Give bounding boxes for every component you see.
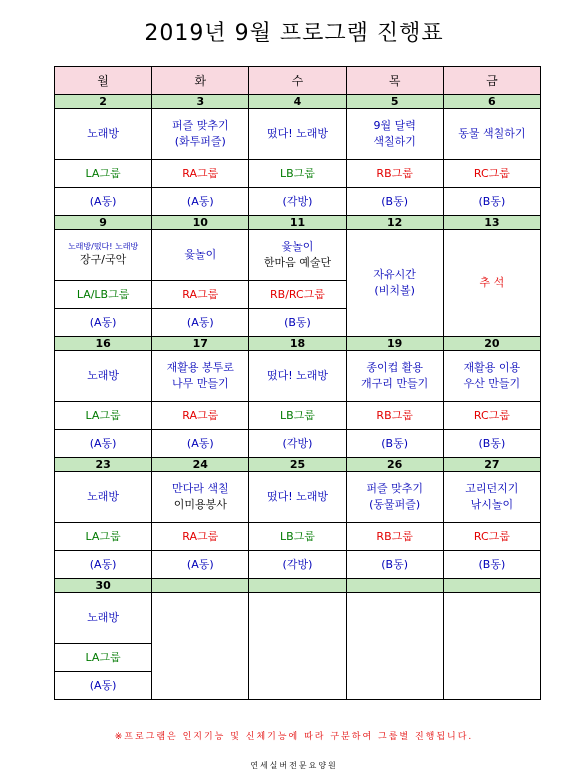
building-cell: (B동) — [249, 309, 346, 337]
activity-text: 고리던지기 — [465, 482, 519, 495]
activity-cell — [152, 351, 249, 402]
empty-cell — [443, 593, 540, 700]
empty-cell — [346, 593, 443, 700]
date-cell: 24 — [152, 458, 249, 472]
date-cell: 30 — [55, 579, 152, 593]
building-cell: (B동) — [443, 551, 540, 579]
weekday-tue: 화 — [152, 67, 249, 95]
activity-text: 색칠하기 — [373, 135, 416, 148]
activity-text: 노래방/떴다! 노래방 — [67, 242, 139, 251]
activity-text: 노래방 — [87, 490, 120, 503]
date-cell: 13 — [443, 216, 540, 230]
activity-cell — [249, 109, 346, 160]
activity-cell — [346, 472, 443, 523]
activity-cell — [152, 472, 249, 523]
activity-row — [55, 472, 541, 523]
activity-cell — [443, 109, 540, 160]
building-cell: (B동) — [346, 551, 443, 579]
weekday-thu: 목 — [346, 67, 443, 95]
activity-cell — [443, 351, 540, 402]
date-cell: 2 — [55, 95, 152, 109]
activity-text: 낚시놀이 — [470, 498, 514, 511]
activity-cell — [55, 109, 152, 160]
group-cell: LA그룹 — [55, 523, 152, 551]
building-cell: (A동) — [55, 672, 152, 700]
activity-text: 동물 색칠하기 — [458, 127, 526, 140]
date-cell: 23 — [55, 458, 152, 472]
date-cell: 12 — [346, 216, 443, 230]
date-cell — [152, 579, 249, 593]
empty-cell — [249, 593, 346, 700]
activity-text: 윷놀이 — [281, 240, 314, 253]
activity-text: 노래방 — [87, 611, 120, 624]
group-row — [55, 402, 541, 430]
activity-text: 종이컵 활용 — [366, 361, 423, 374]
building-cell: (B동) — [443, 188, 540, 216]
activity-text: 퍼즐 맞추기 — [366, 482, 423, 495]
building-cell: (B동) — [443, 430, 540, 458]
building-cell: (B동) — [346, 188, 443, 216]
empty-cell — [152, 593, 249, 700]
activity-cell — [55, 351, 152, 402]
activity-row — [55, 593, 541, 644]
group-cell: RC그룹 — [443, 402, 540, 430]
activity-cell — [249, 472, 346, 523]
group-cell: LA그룹 — [55, 402, 152, 430]
group-cell: RB그룹 — [346, 523, 443, 551]
activity-cell — [55, 593, 152, 644]
activity-text: (동물퍼즐) — [369, 498, 421, 511]
activity-text: 우산 만들기 — [463, 377, 521, 390]
date-row — [55, 337, 541, 351]
date-cell: 27 — [443, 458, 540, 472]
group-cell: LB그룹 — [249, 402, 346, 430]
activity-cell — [152, 230, 249, 281]
group-cell: LA그룹 — [55, 160, 152, 188]
activity-cell — [55, 230, 152, 281]
date-cell: 19 — [346, 337, 443, 351]
date-cell: 5 — [346, 95, 443, 109]
group-cell: LB그룹 — [249, 523, 346, 551]
building-cell: (A동) — [55, 188, 152, 216]
activity-cell — [152, 109, 249, 160]
weekday-wed: 수 — [249, 67, 346, 95]
activity-text: 재활용 이용 — [463, 361, 521, 374]
activity-text: (화투퍼즐) — [174, 135, 226, 148]
group-cell: LA그룹 — [55, 644, 152, 672]
date-cell: 17 — [152, 337, 249, 351]
activity-text: 나무 만들기 — [171, 377, 229, 390]
group-cell: RB그룹 — [346, 402, 443, 430]
activity-text: 추 석 — [479, 276, 505, 289]
group-cell: RA그룹 — [152, 402, 249, 430]
activity-text: 개구리 만들기 — [361, 377, 429, 390]
group-row — [55, 523, 541, 551]
activity-text: 떴다! 노래방 — [266, 127, 328, 140]
group-cell: RB그룹 — [346, 160, 443, 188]
activity-cell — [249, 351, 346, 402]
group-cell: LB그룹 — [249, 160, 346, 188]
group-cell: RB/RC그룹 — [249, 281, 346, 309]
activity-text: 한마음 예술단 — [263, 256, 332, 269]
date-cell: 3 — [152, 95, 249, 109]
activity-cell — [346, 351, 443, 402]
date-cell: 20 — [443, 337, 540, 351]
date-cell: 11 — [249, 216, 346, 230]
activity-text: 윷놀이 — [184, 248, 217, 261]
date-row — [55, 216, 541, 230]
date-cell — [346, 579, 443, 593]
activity-text: 퍼즐 맞추기 — [171, 119, 229, 132]
building-cell: (A동) — [152, 188, 249, 216]
activity-text: 재활용 봉투로 — [166, 361, 234, 374]
date-cell: 10 — [152, 216, 249, 230]
date-cell: 9 — [55, 216, 152, 230]
activity-cell — [55, 472, 152, 523]
building-cell: (A동) — [55, 430, 152, 458]
activity-text: 자유시간 — [373, 268, 416, 281]
activity-text: 떴다! 노래방 — [266, 369, 328, 382]
group-cell: RA그룹 — [152, 523, 249, 551]
date-row — [55, 579, 541, 593]
activity-text: 노래방 — [87, 127, 120, 140]
building-cell: (A동) — [152, 309, 249, 337]
group-row — [55, 160, 541, 188]
activity-text: (비치볼) — [374, 284, 415, 297]
activity-text: 9월 달력 — [373, 119, 416, 132]
building-cell: (A동) — [152, 430, 249, 458]
building-cell: (각방) — [249, 551, 346, 579]
weekday-fri: 금 — [443, 67, 540, 95]
building-cell: (A동) — [55, 551, 152, 579]
date-row — [55, 95, 541, 109]
activity-text: 이미용봉사 — [173, 498, 227, 511]
building-row — [55, 551, 541, 579]
date-cell: 25 — [249, 458, 346, 472]
activity-text: 만다라 색칠 — [171, 482, 229, 495]
group-cell: RA그룹 — [152, 281, 249, 309]
activity-text: 노래방 — [87, 369, 120, 382]
building-row — [55, 430, 541, 458]
building-cell: (A동) — [152, 551, 249, 579]
holiday-cell — [443, 230, 540, 337]
activity-row — [55, 109, 541, 160]
group-cell: RA그룹 — [152, 160, 249, 188]
weekday-header-row — [55, 67, 541, 95]
building-cell: (각방) — [249, 430, 346, 458]
weekday-mon: 월 — [55, 67, 152, 95]
activity-row — [55, 351, 541, 402]
group-cell: LA/LB그룹 — [55, 281, 152, 309]
date-cell: 6 — [443, 95, 540, 109]
building-cell: (A동) — [55, 309, 152, 337]
date-cell: 16 — [55, 337, 152, 351]
group-cell: RC그룹 — [443, 160, 540, 188]
group-cell: RC그룹 — [443, 523, 540, 551]
building-cell: (각방) — [249, 188, 346, 216]
footnote: ※프로그램은 인지기능 및 신체기능에 따라 구분하여 그룹별 진행됩니다. — [114, 732, 474, 742]
activity-cell — [346, 230, 443, 337]
building-row — [55, 188, 541, 216]
activity-text: 떴다! 노래방 — [266, 490, 328, 503]
activity-cell — [249, 230, 346, 281]
schedule-table — [54, 66, 541, 700]
activity-cell — [443, 472, 540, 523]
date-cell — [443, 579, 540, 593]
date-row — [55, 458, 541, 472]
date-cell: 26 — [346, 458, 443, 472]
building-cell: (B동) — [346, 430, 443, 458]
date-cell: 18 — [249, 337, 346, 351]
date-cell — [249, 579, 346, 593]
date-cell: 4 — [249, 95, 346, 109]
institution-name: 연세실버전문요양원 — [250, 761, 338, 770]
page-title: 2019년 9월 프로그램 진행표 — [144, 21, 444, 46]
activity-text: 장구/국악 — [79, 253, 127, 266]
activity-row — [55, 230, 541, 281]
activity-cell — [346, 109, 443, 160]
